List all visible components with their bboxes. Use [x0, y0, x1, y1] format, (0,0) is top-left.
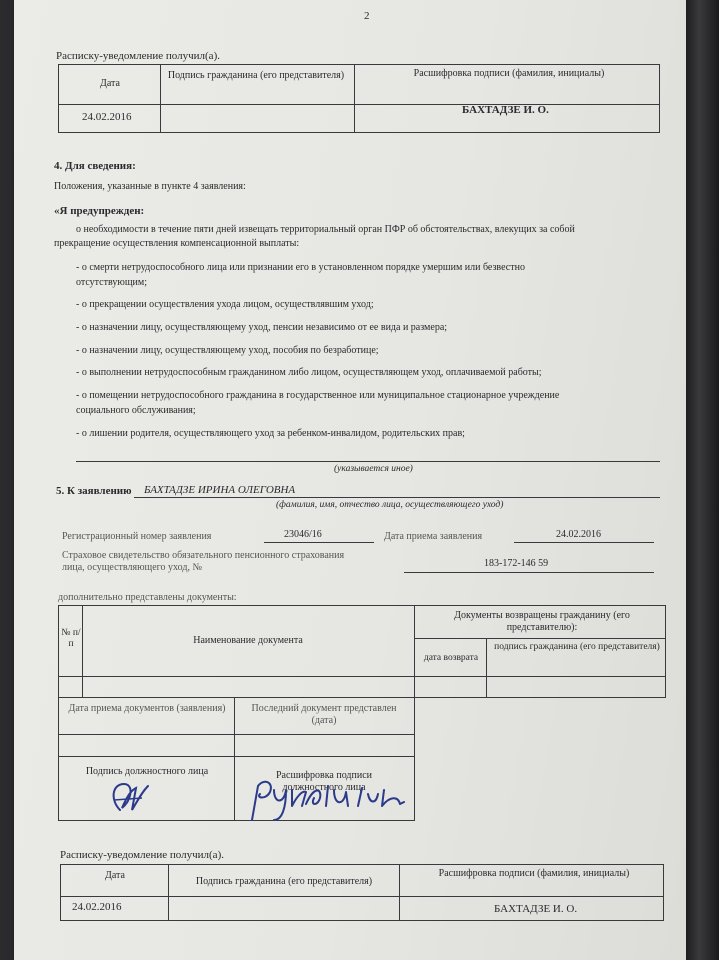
warning-item: - о назначении лицу, осуществляющему уход, пособия по безработице; [76, 345, 379, 356]
section4-line1: о необходимости в течение пяти дней извещать территориальный орган ПФР об обстоятельствах, влекущих за собой [76, 224, 575, 235]
top-receipt-heading: Расписку-уведомление получил(а). [56, 50, 220, 62]
warning-item: - о смерти нетрудоспособного лица или признании его в установленном порядке умершим или безвестно [76, 262, 525, 273]
document-page [14, 0, 686, 960]
section4-line2: прекращение осуществления компенсационной выплаты: [54, 238, 300, 249]
section5-title: 5. К заявлению [56, 485, 132, 497]
warning-item: отсутствующим; [76, 277, 147, 288]
snils-value: 183-172-146 59 [484, 558, 549, 569]
last-doc-label: Последний документ представлен (дата) [251, 703, 397, 726]
bottom-receipt-heading: Расписку-уведомление получил(а). [60, 849, 224, 861]
docs-heading: дополнительно представлены документы: [58, 592, 237, 603]
top-col-decoding: Расшифровка подписи (фамилия, инициалы) [413, 68, 605, 79]
bottom-date-value: 24.02.2016 [72, 901, 122, 913]
col-returned: Документы возвращены гражданину (его представителю): [454, 610, 630, 633]
applicant-name: БАХТАДЗЕ ИРИНА ОЛЕГОВНА [144, 484, 296, 496]
col-return-date: дата возврата [423, 653, 479, 663]
other-caption: (указывается иное) [334, 464, 413, 474]
warning-item: - о прекращении осуществления ухода лицом, осуществлявшим уход; [76, 299, 374, 310]
snils-label-line1: Страховое свидетельство обязательного пенсионного страхования [62, 550, 345, 561]
applicant-caption: (фамилия, имя, отчество лица, осуществляющего уход) [276, 500, 504, 510]
section4-intro: Положения, указанные в пункте 4 заявления: [54, 181, 246, 192]
warning-item: - о лишении родителя, осуществляющего уход за ребенком-инвалидом, родительских прав; [76, 428, 465, 439]
bottom-col-signature: Подпись гражданина (его представителя) [195, 876, 373, 887]
col-num: № п/п [61, 628, 81, 649]
bottom-name-value: БАХТАДЗЕ И. О. [494, 903, 578, 915]
application-date-label: Дата приема заявления [384, 531, 483, 542]
decoding-signature [244, 776, 414, 826]
bottom-col-date: Дата [105, 870, 125, 881]
warning-item: - о назначении лицу, осуществляющему уход, пенсии независимо от ее вида и размера; [76, 322, 448, 333]
warning-item: - о выполнении нетрудоспособным гражданином либо лицом, осуществляющем уход, оплачиваемой работы; [76, 367, 542, 378]
reg-number-value: 23046/16 [284, 529, 322, 540]
application-date-value: 24.02.2016 [556, 529, 601, 540]
section4-warned: «Я предупрежден: [54, 205, 145, 217]
section4-title: 4. Для сведения: [54, 160, 136, 172]
top-name-value: БАХТАДЗЕ И. О. [462, 104, 549, 116]
warning-item: социального обслуживания; [76, 405, 196, 416]
col-citizen-sign: подпись гражданина (его представителя) [494, 642, 660, 652]
official-sign-label: Подпись должностного лица [85, 766, 209, 777]
warning-item: - о помещении нетрудоспособного гражданина в государственное или муниципальное стационарное учреждение [76, 390, 560, 401]
top-date-value: 24.02.2016 [82, 111, 132, 123]
col-doc-name: Наименование документа [193, 635, 303, 646]
official-decoding-label: Расшифровка подписи должностного лица [276, 770, 372, 793]
snils-label-line2: лица, осуществляющего уход, № [62, 562, 202, 573]
official-signature [102, 770, 172, 818]
accept-date-label: Дата приема документов (заявления) [68, 703, 226, 714]
bottom-col-decoding: Расшифровка подписи (фамилия, инициалы) [438, 868, 630, 879]
dark-background-edge [686, 0, 719, 960]
reg-number-label: Регистрационный номер заявления [62, 531, 212, 542]
top-col-date: Дата [100, 78, 120, 89]
top-col-signature: Подпись гражданина (его представителя) [167, 70, 345, 81]
page-number: 2 [364, 10, 370, 22]
